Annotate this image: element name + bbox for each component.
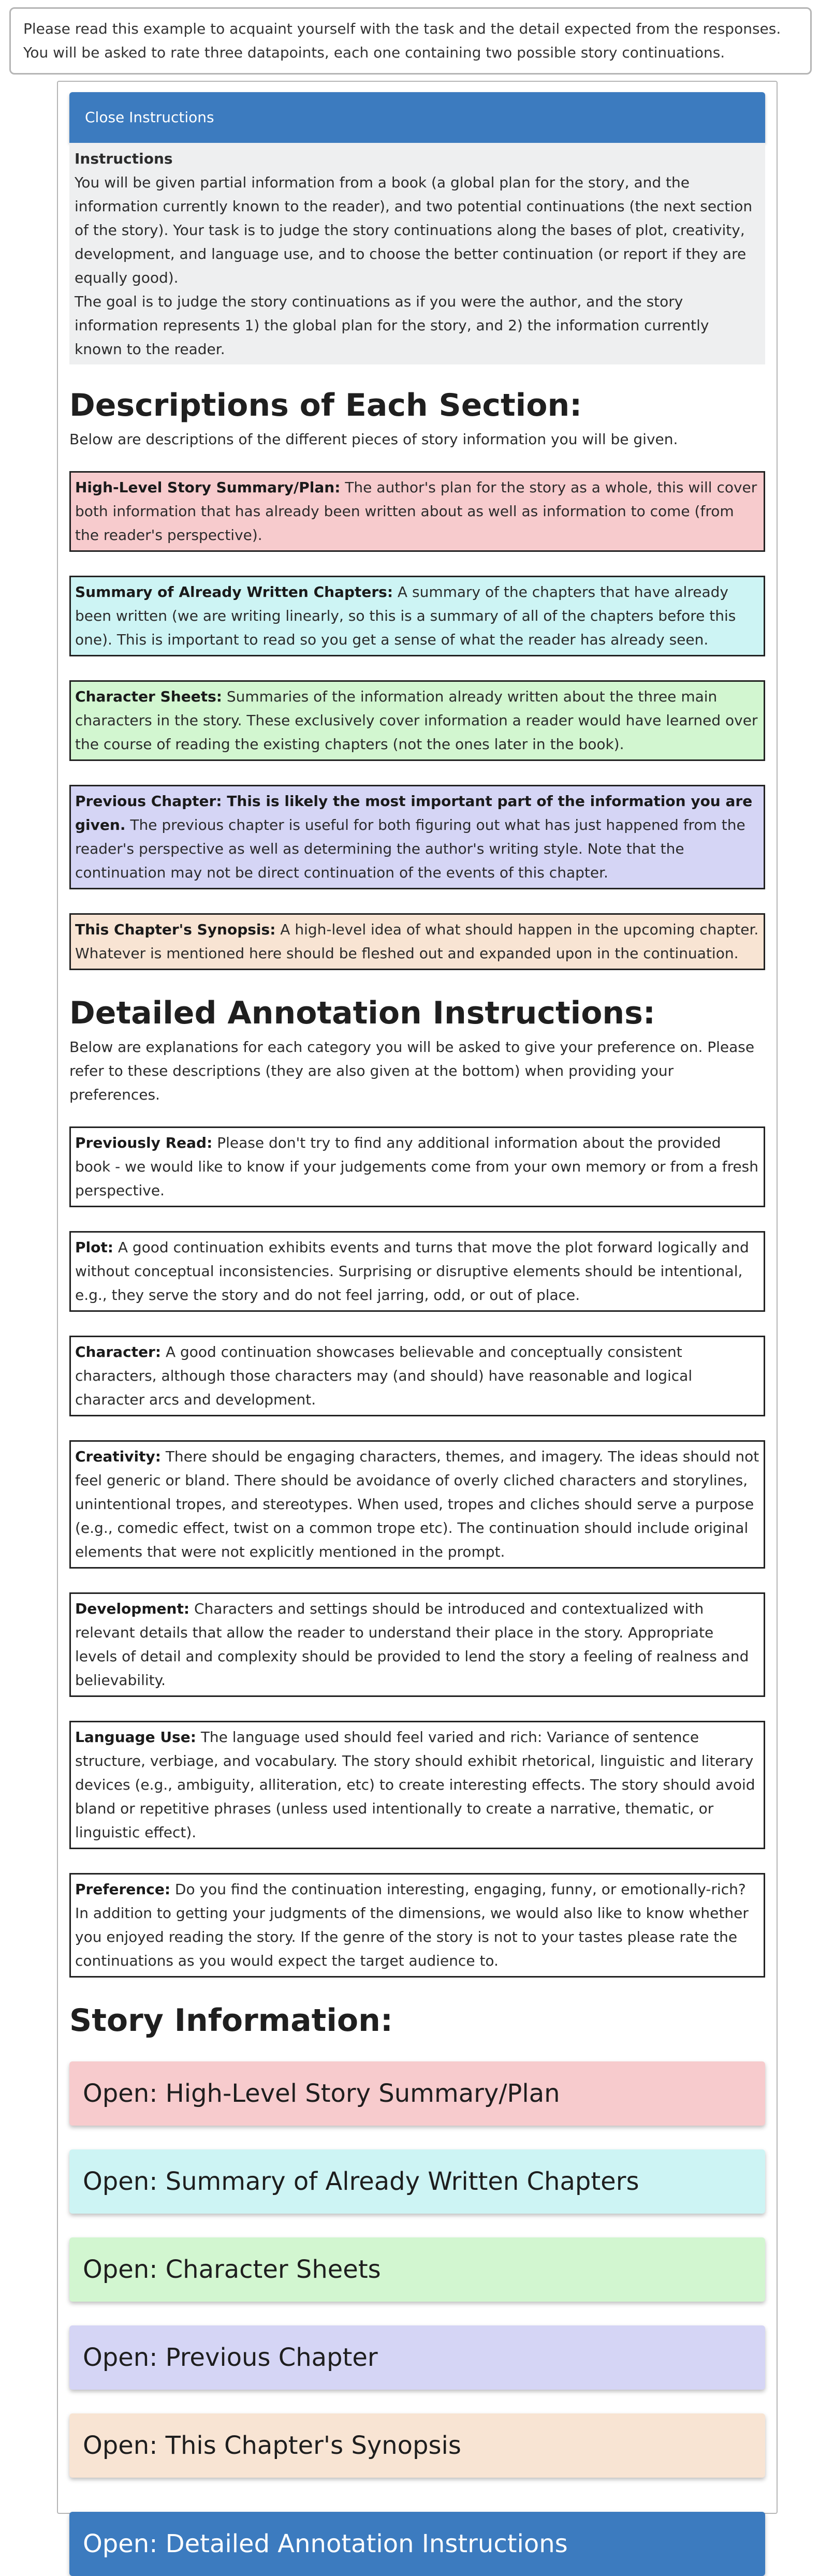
item-label: This Chapter's Synopsis: bbox=[75, 921, 276, 938]
instructions-paragraph: You will be given partial information from a book (a global plan for the story, and the information currently known to the reader), and two potential continuations (the next section of the story). Your task is to judge the story continuations along the bases of plot, creativity, development, and language use, and to choose the better continuation (or report if they are equally good). bbox=[75, 174, 753, 286]
task-notice: Please read this example to acquaint yourself with the task and the detail expected from the responses. You will be asked to rate three datapoints, each one containing two possible story continuations. bbox=[9, 7, 812, 75]
item-text: Summaries of the information already written about the three main characters in the story. These exclusively cover information a reader would have learned over the course of reading the existing chapters (not the ones later in the book). bbox=[75, 688, 758, 753]
open-annotation-instructions-button[interactable]: Open: Detailed Annotation Instructions bbox=[69, 2512, 765, 2576]
item-text: The author's plan for the story as a whole, this will cover both information that has already been written about as well as information to come (from the reader's perspective). bbox=[75, 479, 757, 544]
annotation-heading: Detailed Annotation Instructions: bbox=[69, 995, 655, 1031]
item-text: The previous chapter is useful for both figuring out what has just happened from the reader's perspective as well as determining the author's writing style. Note that the continuation may not be direct continuation of the events of this chapter. bbox=[75, 816, 745, 881]
item-label: Summary of Already Written Chapters: bbox=[75, 583, 393, 601]
item-text: The language used should feel varied and rich: Variance of sentence structure, verbiage, and vocabulary. The story should exhibit rhetorical, linguistic and literary devices (e.g., ambiguity, alliteration, etc) to create interesting effects. The story should avoid bland or repetitive phrases (unless used intentionally to create a narrative, thematic, or linguistic effect). bbox=[75, 1729, 755, 1841]
description-previous-chapter bbox=[69, 785, 765, 889]
item-text: Characters and settings should be introduced and contextualized with relevant details that allow the reader to understand their place in the story. Appropriate levels of detail and complexity should be provided to lend the story a feeling of realness and believability. bbox=[75, 1600, 749, 1689]
open-written-chapters-button[interactable]: Open: Summary of Already Written Chapters bbox=[69, 2149, 765, 2214]
item-text: A good continuation exhibits events and turns that move the plot forward logically and without conceptual inconsistencies. Surprising or disruptive elements should be intentional, e.g., they serve the story and do not feel jarring, odd, or out of place. bbox=[75, 1239, 749, 1304]
annotation-lead: Below are explanations for each category you will be asked to give your preference on. Please refer to these descriptions (they are also given at the bottom) when providing your preferences. bbox=[69, 1038, 755, 1103]
annotation-character bbox=[69, 1336, 765, 1416]
item-label: Character Sheets: bbox=[75, 688, 222, 705]
item-text: A summary of the chapters that have already been written (we are writing linearly, so this is a summary of all of the chapters before this one). This is important to read so you get a sense of what the reader has already seen. bbox=[75, 583, 736, 648]
annotation-creativity bbox=[69, 1440, 765, 1569]
annotation-preference bbox=[69, 1873, 765, 1978]
item-text: A good continuation showcases believable and conceptually consistent characters, although those characters may (and should) have reasonable and logical character arcs and development. bbox=[75, 1343, 693, 1408]
item-label: Development: bbox=[75, 1600, 190, 1617]
item-label: Preference: bbox=[75, 1881, 171, 1898]
instructions-title: Instructions bbox=[75, 150, 173, 167]
annotation-plot bbox=[69, 1231, 765, 1312]
instructions-box bbox=[69, 143, 765, 364]
description-chapter-synopsis bbox=[69, 913, 765, 970]
annotation-development bbox=[69, 1592, 765, 1697]
open-previous-chapter-button[interactable]: Open: Previous Chapter bbox=[69, 2325, 765, 2390]
item-label: Language Use: bbox=[75, 1729, 196, 1746]
descriptions-heading: Descriptions of Each Section: bbox=[69, 387, 582, 423]
item-label: Character: bbox=[75, 1343, 162, 1360]
open-character-sheets-button[interactable]: Open: Character Sheets bbox=[69, 2237, 765, 2302]
item-text: A high-level idea of what should happen in the upcoming chapter. Whatever is mentioned here should be fleshed out and expanded upon in the continuation. bbox=[75, 921, 759, 962]
open-story-summary-button[interactable]: Open: High-Level Story Summary/Plan bbox=[69, 2061, 765, 2126]
item-text: Please don't try to find any additional information about the provided book - we would like to know if your judgements come from your own memory or from a fresh perspective. bbox=[75, 1134, 759, 1199]
item-label: Plot: bbox=[75, 1239, 113, 1256]
item-text: There should be engaging characters, themes, and imagery. The ideas should not feel generic or bland. There should be avoidance of overly cliched characters and storylines, unintentional tropes, and stereotypes. When used, tropes and cliches should serve a purpose (e.g., comedic effect, twist on a common trope etc). The continuation should include original elements that were not explicitly mentioned in the prompt. bbox=[75, 1448, 759, 1560]
close-instructions-button[interactable]: Close Instructions bbox=[69, 92, 765, 143]
description-story-summary bbox=[69, 471, 765, 552]
item-label: Previous Chapter: This is likely the most important part of the information you are given. bbox=[75, 793, 753, 833]
item-label: High-Level Story Summary/Plan: bbox=[75, 479, 341, 496]
annotation-previously-read bbox=[69, 1126, 765, 1207]
item-label: Creativity: bbox=[75, 1448, 161, 1465]
descriptions-lead: Below are descriptions of the different pieces of story information you will be given. bbox=[69, 431, 678, 448]
description-written-chapters bbox=[69, 576, 765, 656]
open-chapter-synopsis-button[interactable]: Open: This Chapter's Synopsis bbox=[69, 2413, 765, 2478]
annotation-language-use bbox=[69, 1721, 765, 1849]
story-information-heading: Story Information: bbox=[69, 2002, 393, 2039]
description-character-sheets bbox=[69, 680, 765, 761]
item-label: Previously Read: bbox=[75, 1134, 213, 1151]
item-text: Do you find the continuation interesting, engaging, funny, or emotionally-rich? In addition to getting your judgments of the dimensions, we would also like to know whether you enjoyed reading the story. If the genre of the story is not to your tastes please rate the continuations as you would expect the target audience to. bbox=[75, 1881, 749, 1969]
instructions-paragraph: The goal is to judge the story continuations as if you were the author, and the story information represents 1) the global plan for the story, and 2) the information currently known to the reader. bbox=[75, 293, 709, 358]
instructions-panel bbox=[57, 81, 778, 2558]
